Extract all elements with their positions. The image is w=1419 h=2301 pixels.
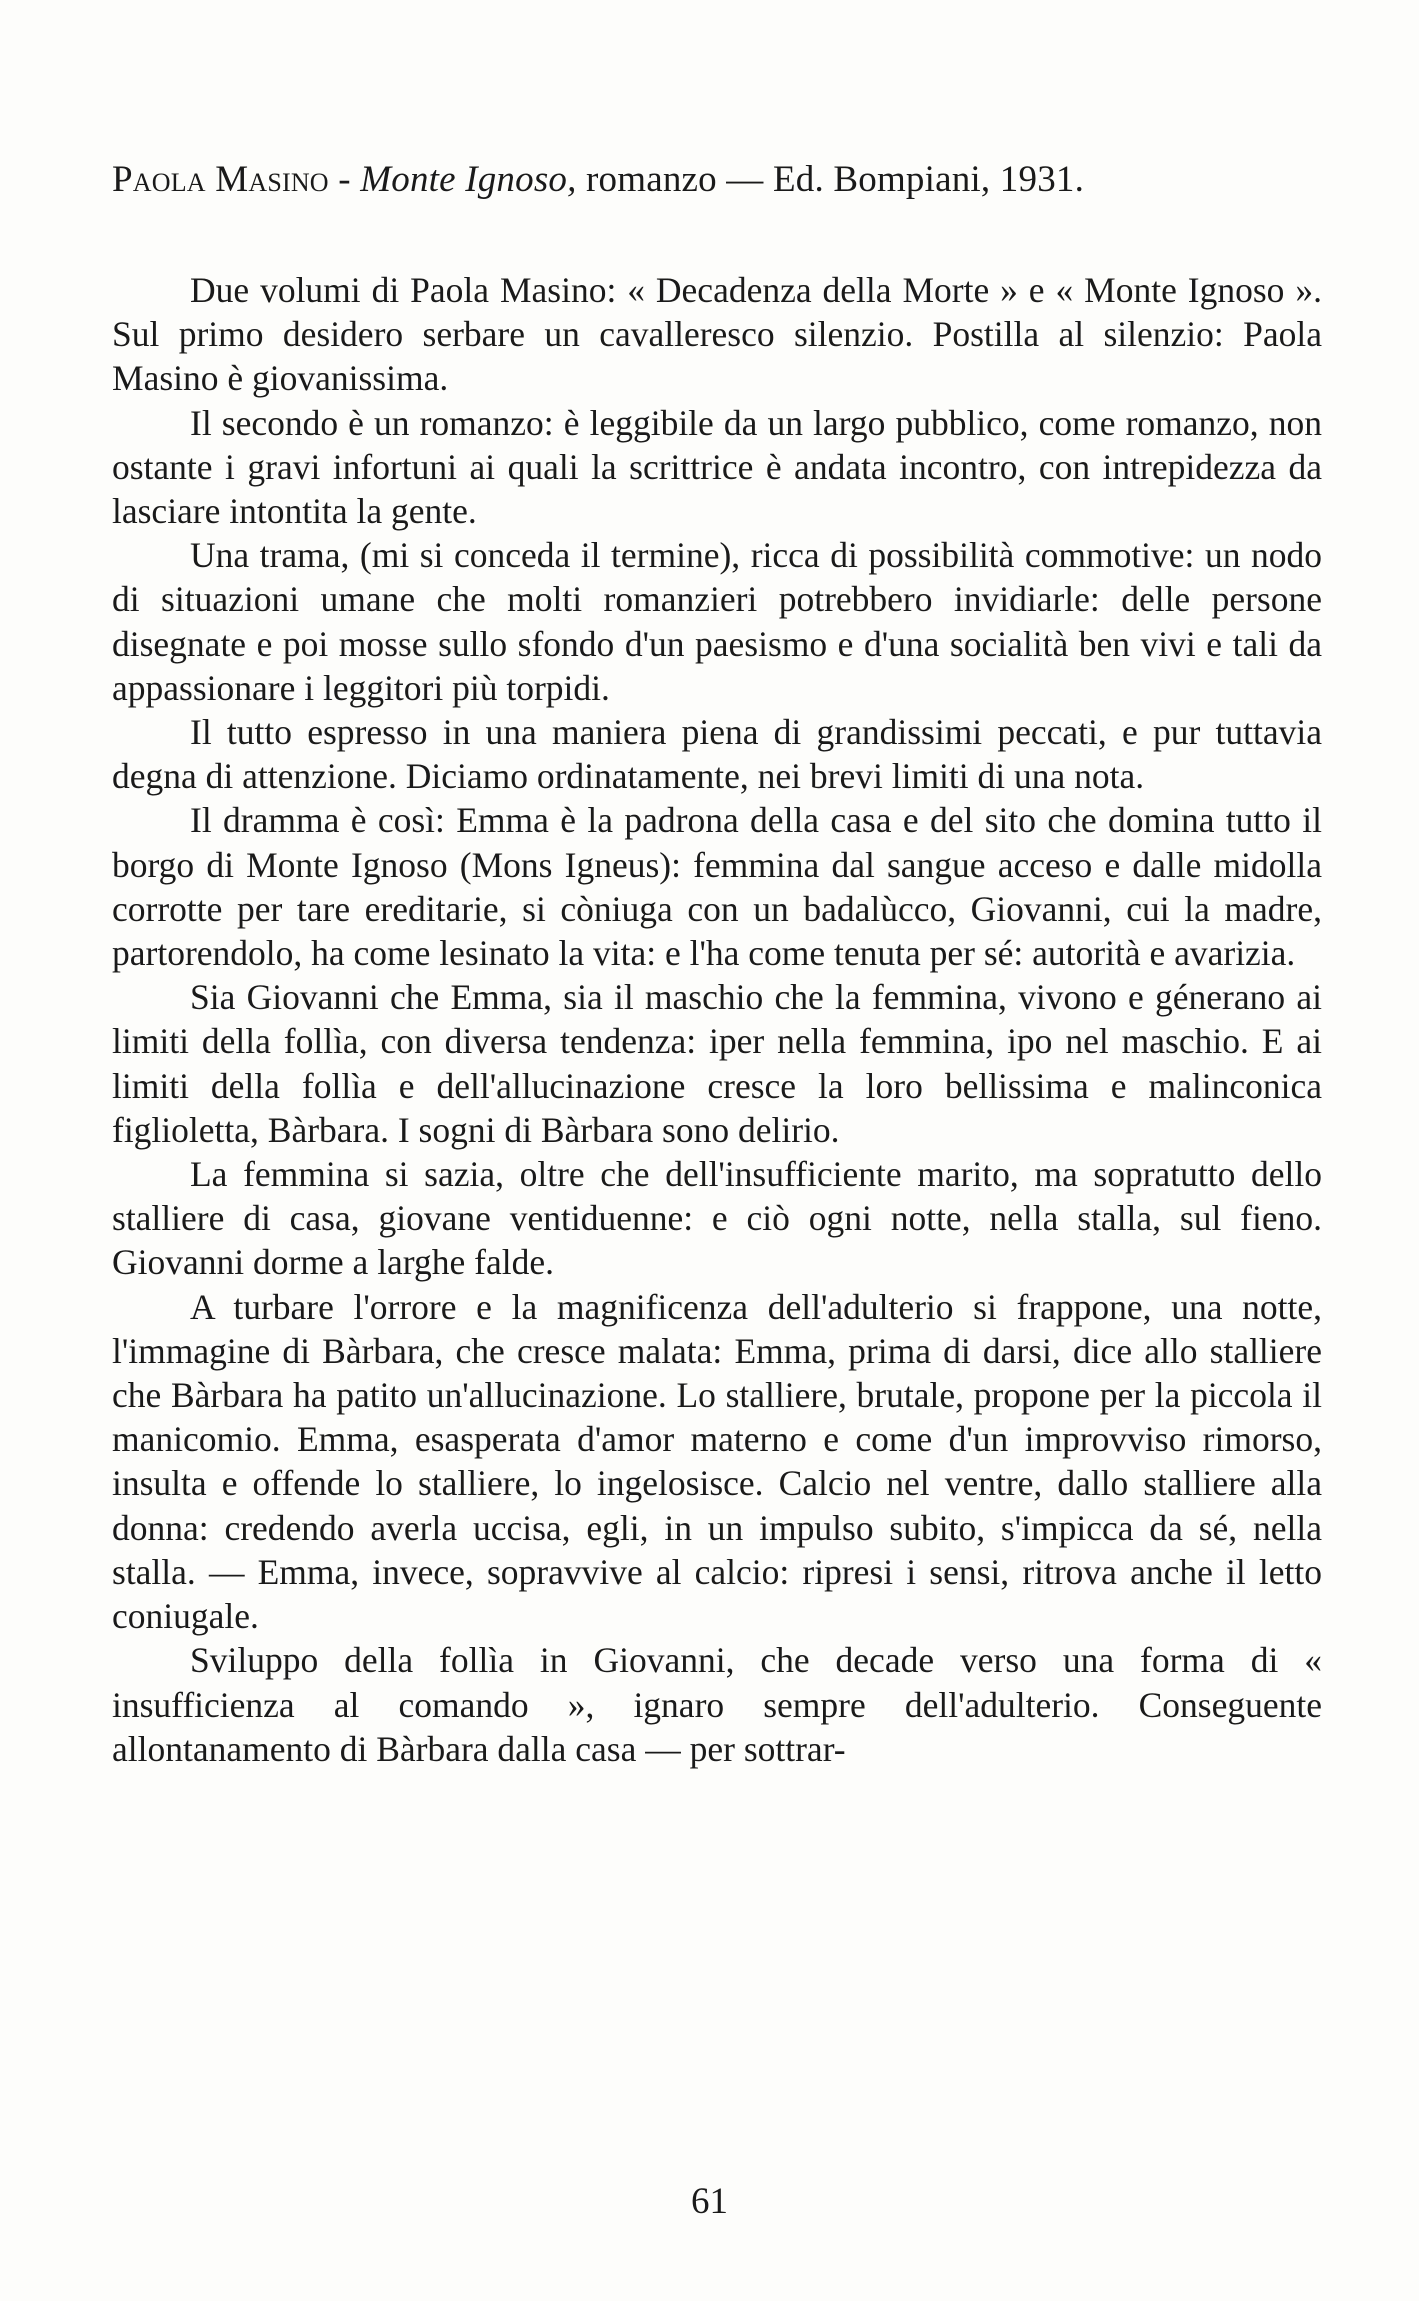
publication-info: romanzo — Ed. Bompiani, 1931. <box>576 159 1085 200</box>
review-body <box>112 268 1322 1771</box>
paragraph: Sia Giovanni che Emma, sia il maschio che la femmina, vivono e génerano ai limiti della follìa, con diversa tendenza: iper nella femmina, ipo nel maschio. E ai limiti della follìa e dell'allucinazione cresce la loro bellissima e malinconica figlioletta, Bàrbara. I sogni di Bàrbara sono delirio. <box>112 977 1322 1150</box>
book-title: Monte Ignoso, <box>360 159 577 200</box>
paragraph: Il secondo è un romanzo: è leggibile da un largo pubblico, come romanzo, non ostante i gravi infortuni ai quali la scrittrice è andata incontro, con intrepidezza da lasciare intontita la gente. <box>112 402 1322 532</box>
paragraph: Il tutto espresso in una maniera piena di grandissimi peccati, e pur tuttavia degna di attenzione. Diciamo ordinatamente, nei brevi limiti di una nota. <box>112 712 1322 797</box>
paragraph: Il dramma è così: Emma è la padrona della casa e del sito che domina tutto il borgo di Monte Ignoso (Mons Igneus): femmina dal sangue acceso e dalle midolla corrotte per tare ereditarie, si còniuga con un badalùcco, Giovanni, cui la madre, partorendolo, ha come lesinato la vita: e l'ha come tenuta per sé: autorità e avarizia. <box>112 800 1322 974</box>
page-number: 61 <box>691 2181 728 2222</box>
paragraph: Due volumi di Paola Masino: « Decadenza della Morte » e « Monte Ignoso ». Sul primo desidero serbare un cavalleresco silenzio. Postilla al silenzio: Paola Masino è giovanissima. <box>112 270 1322 399</box>
author-name: Paola Masino <box>112 159 329 200</box>
paragraph: A turbare l'orrore e la magnificenza dell'adulterio si frappone, una notte, l'immagine di Bàrbara, che cresce malata: Emma, prima di darsi, dice allo stalliere che Bàrbara ha patito un'allucinazione. Lo stalliere, brutale, propone per la piccola il manicomio. Emma, esasperata d'amor materno e come d'un improvviso rimorso, insulta e offende lo stalliere, lo ingelosisce. Calcio nel ventre, dallo stalliere alla donna: credendo averla uccisa, egli, in un impulso subito, s'impicca da sé, nella stalla. — Emma, invece, sopravvive al calcio: ripresi i sensi, ritrova anche il letto coniugale. <box>112 1286 1322 1637</box>
paragraph: La femmina si sazia, oltre che dell'insufficiente marito, ma sopratutto dello stalliere di casa, giovane ventiduenne: e ciò ogni notte, nella stalla, sul fieno. Giovanni dorme a larghe falde. <box>112 1154 1322 1283</box>
paragraph: Una trama, (mi si conceda il termine), ricca di possibilità commotive: un nodo di situazioni umane che molti romanzieri potrebbero invidiarle: delle persone disegnate e poi mosse sullo sfondo d'un paesismo e d'una socialità ben vivi e tali da appassionare i leggitori più torpidi. <box>112 535 1322 708</box>
review-header <box>112 158 1342 202</box>
paragraph: Sviluppo della follìa in Giovanni, che decade verso una forma di « insufficienza al comando », ignaro sempre dell'adulterio. Conseguente allontanamento di Bàrbara dalla casa — per sottrar- <box>112 1640 1322 1769</box>
header-separator: - <box>328 159 361 200</box>
